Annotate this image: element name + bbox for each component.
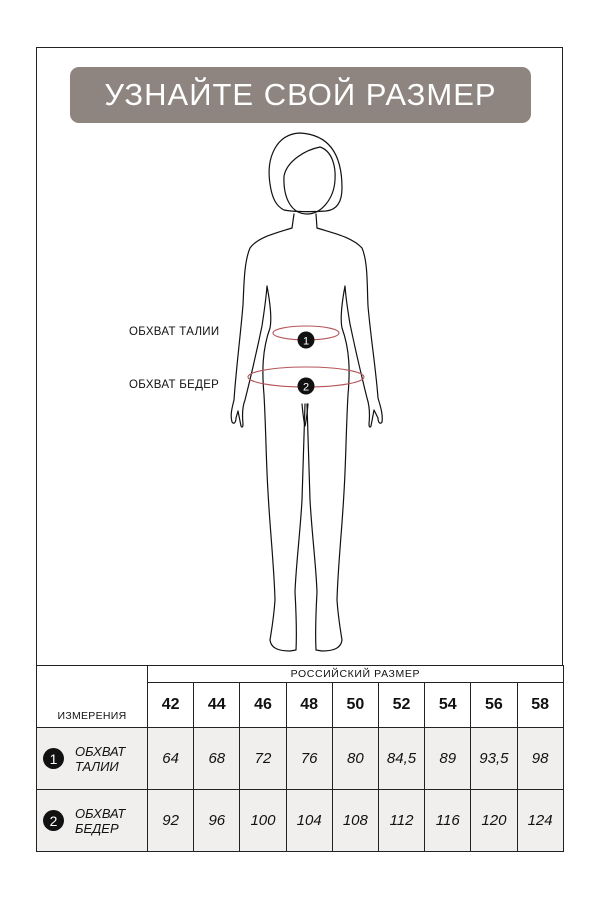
row-label-line1: ОБХВАТ (75, 805, 126, 821)
row-header-hips (37, 790, 148, 852)
number-badge-icon: 2 (43, 810, 64, 831)
size-header: 50 (332, 683, 378, 728)
table-cell: 96 (194, 790, 240, 852)
row-label-line2: ТАЛИИ (75, 758, 119, 774)
hip-marker-number: 2 (302, 381, 310, 394)
table-cell: 108 (332, 790, 378, 852)
size-header: 54 (425, 683, 471, 728)
table-caption: РОССИЙСКИЙ РАЗМЕР (148, 666, 564, 683)
number-badge-icon: 1 (43, 748, 64, 769)
size-header: 46 (240, 683, 286, 728)
face-outline (284, 147, 335, 214)
table-cell: 89 (425, 728, 471, 790)
table-cell: 76 (286, 728, 332, 790)
waist-label: ОБХВАТ ТАЛИИ (129, 326, 220, 338)
size-header: 58 (517, 683, 563, 728)
table-cell: 92 (148, 790, 194, 852)
body-outline-left (231, 228, 305, 651)
table-cell: 93,5 (471, 728, 517, 790)
size-header: 56 (471, 683, 517, 728)
row-label-line2: БЕДЕР (75, 820, 119, 836)
table-caption-row (37, 666, 564, 683)
table-cell: 84,5 (378, 728, 424, 790)
neck-outline (292, 214, 317, 228)
size-header: 44 (194, 683, 240, 728)
table-cell: 104 (286, 790, 332, 852)
table-cell: 72 (240, 728, 286, 790)
measurements-header: ИЗМЕРЕНИЯ (37, 666, 148, 728)
size-header: 52 (378, 683, 424, 728)
table-row-hips (37, 790, 564, 852)
size-table (36, 665, 564, 852)
table-cell: 98 (517, 728, 563, 790)
table-cell: 120 (471, 790, 517, 852)
row-label (75, 806, 125, 836)
row-label-line1: ОБХВАТ (75, 743, 126, 759)
hip-label: ОБХВАТ БЕДЕР (129, 379, 220, 391)
table-cell: 112 (378, 790, 424, 852)
table-row-waist (37, 728, 564, 790)
hair-outline (269, 133, 342, 212)
size-header: 48 (286, 683, 332, 728)
body-outline-right (307, 228, 382, 651)
table-cell: 124 (517, 790, 563, 852)
table-cell: 116 (425, 790, 471, 852)
size-header: 42 (148, 683, 194, 728)
table-cell: 64 (148, 728, 194, 790)
table-cell: 80 (332, 728, 378, 790)
page-title: УЗНАЙТЕ СВОЙ РАЗМЕР (104, 77, 497, 112)
waist-marker-number: 1 (302, 335, 310, 348)
table-cell: 68 (194, 728, 240, 790)
table-cell: 100 (240, 790, 286, 852)
row-header-waist (37, 728, 148, 790)
row-label (75, 744, 125, 774)
